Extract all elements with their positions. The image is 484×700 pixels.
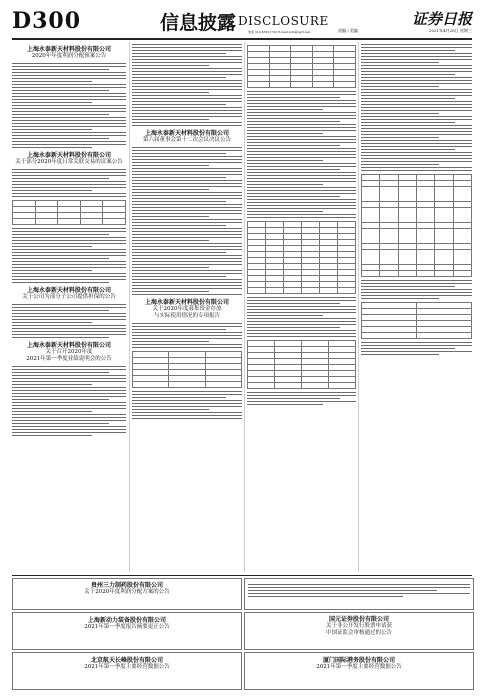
company-name: 上海永泰新天材料股份有限公司	[144, 299, 229, 306]
data-table	[247, 45, 356, 88]
contact-line: 电话 010-83251730 E-mail zzlb@zqrb.net	[248, 30, 311, 34]
announcement-header	[132, 299, 242, 320]
announcement-box	[244, 578, 474, 610]
announcement-header	[132, 130, 242, 144]
masthead-rule	[12, 38, 472, 40]
announcement-box	[12, 578, 242, 610]
company-name: 上海永泰新天材料股份有限公司	[26, 46, 111, 53]
announcement-box	[12, 612, 242, 650]
column-divider	[129, 42, 130, 572]
announcement-header	[245, 657, 473, 671]
data-table	[361, 302, 472, 339]
announcement-title: 2021年第一季度主要经营数据公告	[316, 664, 402, 670]
data-table	[12, 200, 126, 225]
announcement-header	[12, 342, 126, 363]
column-1	[12, 42, 126, 574]
column-divider	[244, 42, 245, 572]
data-table	[361, 174, 472, 277]
company-name: 贵州三力制药股份有限公司	[90, 582, 163, 589]
section-title-english: DISCLOSURE	[238, 14, 329, 28]
data-table	[132, 351, 242, 388]
announcement-title-line2: 与实际使用情况的专项报告	[153, 313, 220, 319]
company-name: 北京航天长峰股份有限公司	[90, 657, 163, 664]
company-name: 上海永泰新天材料股份有限公司	[144, 130, 229, 137]
editor-credits: 责编 / 美编	[338, 28, 358, 33]
company-name: 上海永泰新天材料股份有限公司	[26, 152, 111, 159]
announcement-title: 关于召开2020年度	[45, 349, 93, 355]
column-divider	[358, 42, 359, 572]
announcement-header	[13, 582, 241, 596]
announcement-title: 关于2020年度利润分配方案的公告	[84, 589, 170, 595]
newspaper-logo: 证券日报	[411, 10, 472, 28]
company-name: 厦门国际港务股份有限公司	[322, 657, 395, 664]
bottom-announcements	[12, 578, 472, 690]
column-2	[132, 42, 242, 574]
announcement-header	[245, 616, 473, 637]
announcement-box	[12, 652, 242, 690]
announcement-title-line2: 中国证监会审核通过的公告	[325, 630, 392, 636]
announcement-header	[12, 287, 126, 301]
page-number: D300	[12, 8, 82, 34]
data-table	[247, 340, 356, 389]
issue-date: 2021年4月28日 星期三	[428, 28, 472, 33]
announcement-title-line2: 2021年第一季度业绩说明会的公告	[26, 356, 112, 362]
announcement-title: 2021年第一季度主要经营数据公告	[84, 664, 170, 670]
announcement-title: 第六届董事会第十二次会议决议公告	[142, 137, 231, 143]
company-name: 上海永泰新天材料股份有限公司	[26, 342, 111, 349]
announcement-title: 关于部分2020年度日常关联交易的议案公告	[15, 159, 123, 165]
masthead	[12, 8, 472, 38]
section-title: 信息披露	[160, 12, 237, 34]
column-4	[361, 42, 472, 574]
announcement-title: 关于2020年度募集资金存放	[152, 306, 222, 312]
announcement-header	[12, 46, 126, 60]
announcement-title: 2020年年度利润分配预案公告	[31, 53, 107, 59]
announcement-title: 关于非公开发行股票申请获	[325, 623, 392, 629]
company-name: 上海永泰新天材料股份有限公司	[26, 287, 111, 294]
announcement-box	[244, 652, 474, 690]
company-name: 国元证券股份有限公司	[328, 616, 389, 623]
announcement-header	[13, 617, 241, 631]
column-3	[247, 42, 356, 574]
section-rule	[12, 575, 472, 576]
announcement-box	[244, 612, 474, 650]
announcement-header	[12, 152, 126, 166]
announcement-header	[13, 657, 241, 671]
announcement-title: 关于公司为部分子公司提供担保的公告	[22, 294, 116, 300]
company-name: 上海新动力装备股份有限公司	[87, 617, 166, 624]
announcement-title: 2021年第一季度报告摘要更正公告	[84, 624, 170, 630]
data-table	[247, 221, 356, 294]
